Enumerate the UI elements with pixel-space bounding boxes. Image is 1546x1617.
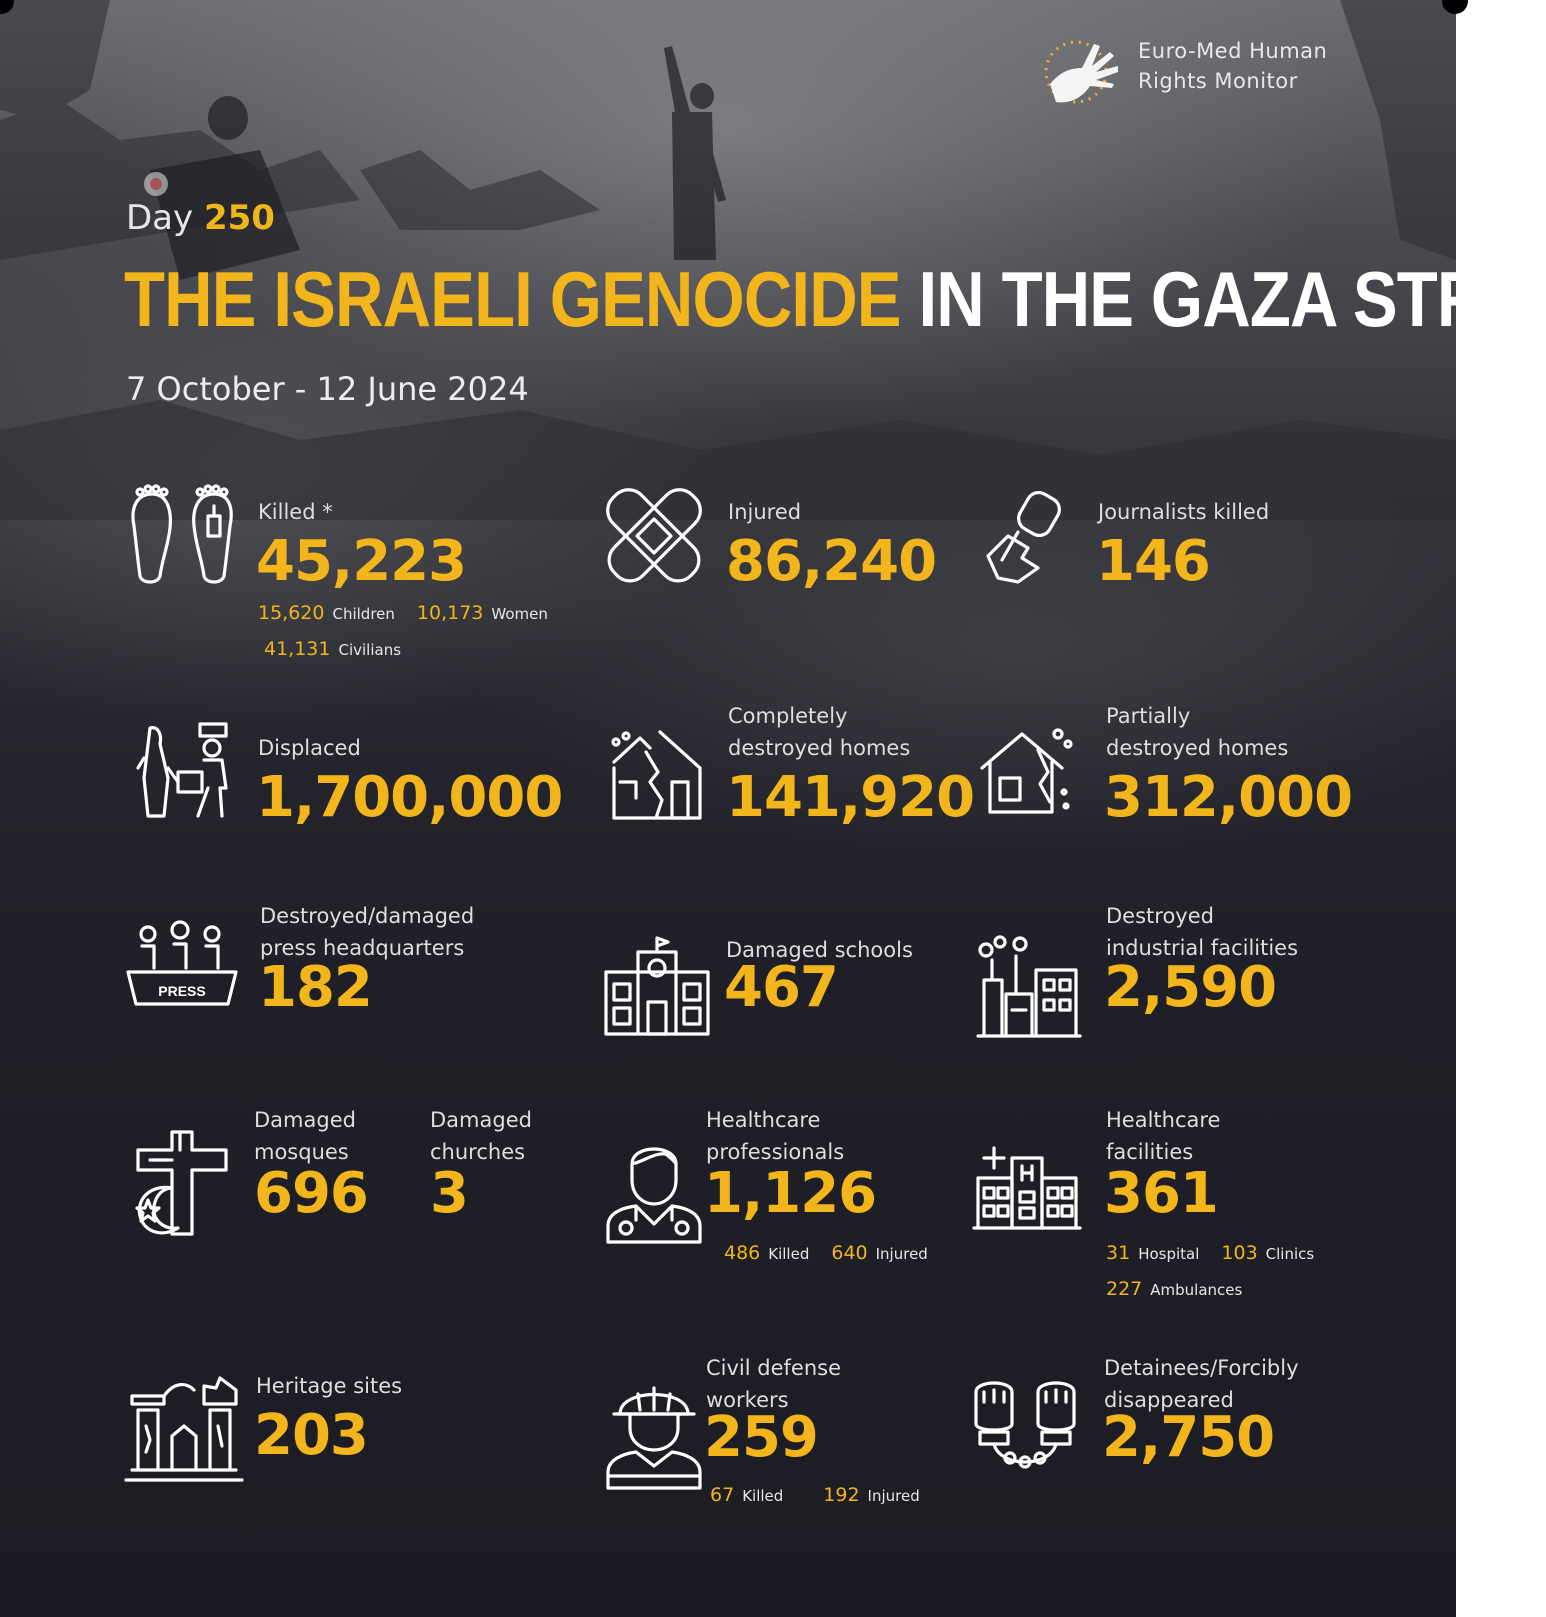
destroyed-homes-label-2: destroyed homes: [728, 736, 911, 760]
mosques-value: 696: [254, 1161, 368, 1226]
health-fac-breakdown-1: [1106, 1242, 1336, 1264]
logo-line-2: Rights Monitor: [1138, 69, 1298, 93]
detainees-label-1: Detainees/Forcibly: [1104, 1356, 1299, 1380]
civil-breakdown: [710, 1484, 942, 1506]
journalists-label: Journalists killed: [1098, 500, 1270, 524]
women-count: 10,173: [416, 602, 484, 624]
churches-label-1: Damaged: [430, 1108, 532, 1132]
doctor-icon: [606, 1134, 702, 1244]
press-label-1: Destroyed/damaged: [260, 904, 475, 928]
hospital-icon: [972, 1144, 1082, 1230]
stat-killed: [124, 476, 584, 676]
displaced-value: 1,700,000: [256, 765, 563, 830]
partial-homes-label-1: Partially: [1106, 704, 1191, 728]
killed-breakdown-2: [264, 638, 423, 660]
damaged-house-icon: [978, 722, 1078, 822]
detainees-label-2: disappeared: [1104, 1388, 1234, 1412]
displaced-label: Displaced: [258, 736, 361, 760]
health-fac-value: 361: [1104, 1161, 1218, 1226]
industrial-label-2: industrial facilities: [1106, 936, 1299, 960]
civil-injured-count: 192: [823, 1484, 860, 1506]
civil-killed-count: 67: [710, 1484, 735, 1506]
stat-detainees: [970, 1356, 1360, 1500]
date-range: 7 October - 12 June 2024: [126, 370, 529, 408]
killed-label: Killed *: [258, 500, 333, 524]
stat-heritage: [124, 1360, 584, 1500]
stat-press: [124, 900, 584, 1040]
stat-industrial: [976, 900, 1356, 1040]
health-pro-killed-label: Killed: [768, 1245, 810, 1263]
stat-displaced: [128, 700, 588, 840]
journalists-value: 146: [1096, 529, 1210, 594]
logo-line-1: Euro-Med Human: [1138, 39, 1328, 63]
feet-tag-icon: [124, 486, 240, 586]
health-pro-killed-count: 486: [724, 1242, 761, 1264]
stat-mosques-churches: [128, 1104, 588, 1244]
page-title: [124, 254, 1546, 344]
industrial-value: 2,590: [1104, 955, 1277, 1020]
day-counter: [126, 198, 275, 238]
children-label: Children: [332, 605, 395, 623]
day-label: Day: [126, 198, 194, 238]
factory-icon: [976, 930, 1082, 1038]
killed-breakdown-1: [258, 602, 570, 624]
destroyed-house-icon: [610, 722, 710, 822]
mosques-label-2: mosques: [254, 1140, 349, 1164]
injured-label: Injured: [728, 500, 802, 524]
day-number: 250: [203, 198, 275, 238]
hospital-label: Hospital: [1138, 1245, 1200, 1263]
clinics-label: Clinics: [1265, 1245, 1315, 1263]
health-pro-label-2: professionals: [706, 1140, 845, 1164]
school-building-icon: [604, 938, 710, 1036]
firefighter-icon: [606, 1380, 702, 1490]
women-label: Women: [491, 605, 548, 623]
detainees-value: 2,750: [1102, 1405, 1275, 1470]
microphone-hand-icon: [978, 486, 1078, 586]
title-rest: IN THE GAZA STRIP: [918, 255, 1546, 343]
partial-homes-value: 312,000: [1104, 765, 1353, 830]
industrial-label-1: Destroyed: [1106, 904, 1214, 928]
press-icon-text: PRESS: [158, 983, 206, 999]
clinics-count: 103: [1221, 1242, 1258, 1264]
ambulances-label: Ambulances: [1150, 1281, 1243, 1299]
health-pro-injured-label: Injured: [875, 1245, 928, 1263]
injured-value: 86,240: [726, 529, 937, 594]
health-pro-injured-count: 640: [831, 1242, 868, 1264]
destroyed-homes-label-1: Completely: [728, 704, 848, 728]
bandage-icon: [604, 486, 710, 592]
churches-value: 3: [430, 1161, 468, 1226]
press-conference-icon: [124, 920, 240, 1016]
health-pro-value: 1,126: [704, 1161, 877, 1226]
schools-label: Damaged schools: [726, 938, 913, 962]
health-fac-breakdown-2: [1106, 1278, 1264, 1300]
churches-label-2: churches: [430, 1140, 526, 1164]
civil-label-1: Civil defense: [706, 1356, 842, 1380]
ruins-icon: [124, 1376, 244, 1484]
title-highlight: THE ISRAELI GENOCIDE: [124, 255, 901, 343]
stat-civil: [606, 1356, 986, 1560]
press-label-2: press headquarters: [260, 936, 465, 960]
displaced-people-icon: [128, 718, 238, 828]
partial-homes-label-2: destroyed homes: [1106, 736, 1289, 760]
health-pro-breakdown: [724, 1242, 950, 1264]
stat-schools: [604, 900, 964, 1040]
civil-killed-label: Killed: [742, 1487, 784, 1505]
schools-value: 467: [724, 955, 838, 1020]
civil-label-2: workers: [706, 1388, 789, 1412]
children-count: 15,620: [258, 602, 325, 624]
cross-crescent-icon: [128, 1130, 240, 1238]
heritage-label: Heritage sites: [256, 1374, 403, 1398]
ambulances-count: 227: [1106, 1278, 1143, 1300]
dove-hand-icon: [1030, 22, 1130, 112]
civilians-label: Civilians: [338, 641, 402, 659]
mosques-label-1: Damaged: [254, 1108, 356, 1132]
heritage-value: 203: [254, 1403, 368, 1468]
stat-destroyed-homes: [610, 700, 975, 840]
stat-health-pro: [606, 1104, 986, 1284]
stat-journalists: [978, 476, 1338, 616]
stat-partial-homes: [978, 700, 1358, 840]
civil-injured-label: Injured: [867, 1487, 920, 1505]
killed-value: 45,223: [256, 529, 467, 594]
health-pro-label-1: Healthcare: [706, 1108, 821, 1132]
handcuffed-fists-icon: [970, 1372, 1080, 1472]
stat-injured: [604, 476, 964, 616]
civil-value: 259: [704, 1405, 818, 1470]
health-fac-label-1: Healthcare: [1106, 1108, 1221, 1132]
health-fac-label-2: facilities: [1106, 1140, 1194, 1164]
civilians-count: 41,131: [264, 638, 331, 660]
euro-med-logo: [1030, 22, 1360, 112]
stat-health-fac: [972, 1104, 1362, 1324]
press-value: 182: [258, 955, 372, 1020]
destroyed-homes-value: 141,920: [726, 765, 975, 830]
hospital-count: 31: [1106, 1242, 1131, 1264]
